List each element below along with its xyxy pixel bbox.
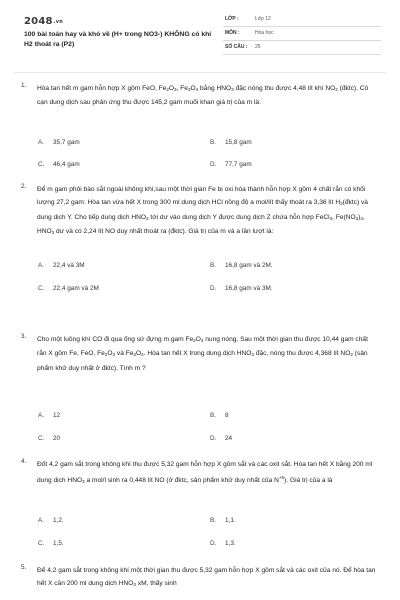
- meta-value: Lớp 12: [255, 16, 271, 22]
- page-header: [0, 0, 400, 72]
- option-letter: D.: [210, 540, 217, 547]
- option-d[interactable]: [210, 435, 232, 442]
- question-number: 2.: [21, 183, 27, 190]
- option-value: 35,7 gam: [53, 139, 80, 146]
- option-value: 20: [53, 435, 61, 442]
- option-letter: A.: [38, 412, 45, 419]
- option-letter: A.: [38, 517, 45, 524]
- question-number: 1.: [21, 82, 27, 89]
- meta-label: SỐ CÂU :: [225, 44, 248, 50]
- option-letter: D.: [210, 161, 217, 168]
- option-b[interactable]: [210, 517, 236, 524]
- option-letter: C.: [38, 285, 45, 292]
- option-value: 16,8 gam và 2M.: [225, 262, 273, 269]
- option-b[interactable]: [210, 262, 273, 269]
- option-letter: C.: [38, 540, 45, 547]
- option-letter: B.: [210, 517, 217, 524]
- option-a[interactable]: [38, 262, 85, 269]
- option-value: 15,8 gam: [225, 139, 252, 146]
- question-number: 5.: [21, 564, 27, 571]
- option-d[interactable]: [210, 161, 252, 168]
- option-b[interactable]: [210, 139, 252, 146]
- question-number: 3.: [21, 333, 27, 340]
- option-letter: A.: [38, 262, 45, 269]
- option-a[interactable]: [38, 139, 80, 146]
- option-letter: B.: [210, 262, 217, 269]
- meta-row-count: [223, 41, 381, 55]
- option-letter: D.: [210, 435, 217, 442]
- meta-row-subject: [223, 27, 381, 41]
- header-divider: [14, 72, 386, 73]
- site-logo[interactable]: [24, 16, 63, 27]
- option-c[interactable]: [38, 161, 80, 168]
- option-b[interactable]: [210, 412, 229, 419]
- question-text: Đốt 4,2 gam sắt trong không khí thu được 5,32 gam hỗn hợp X gồm sắt và các oxit sắt. Hòa tan hết X bằng 200 ml dung dịch $HNO_3$ a mol/l sinh ra 0,448 lít NO (ở đktc, sản phẩm khử duy nhất của $N^{+5}$). Giá trị của a là: [37, 461, 373, 485]
- option-a[interactable]: [38, 412, 60, 419]
- option-d[interactable]: [210, 285, 273, 292]
- option-letter: C.: [38, 435, 45, 442]
- meta-table: [223, 13, 381, 55]
- question-text: Để 4,2 gam sắt trong không khí một thời gian thu được 5,32 gam hỗn hợp X gồm sắt và các oxit của nó. Để hòa tan hết X cần 200 ml dung dịch $HNO_3$ xM, thấy sinh: [37, 567, 376, 588]
- option-value: 1,3.: [225, 540, 236, 547]
- question-text: Hòa tan hết m gam hỗn hợp X gồm FeO, $Fe_2O_3$, $Fe_3O_4$ bằng $HNO_3$ đặc nóng thu được 4,48 lít khí $NO_2$ (đktc). Cô cạn dung dịch sau phản ứng thu được 145,2 gam muối khan giá trị của m là:: [37, 85, 369, 107]
- option-letter: C.: [38, 161, 45, 168]
- option-letter: D.: [210, 285, 217, 292]
- option-d[interactable]: [210, 540, 236, 547]
- option-value: 12: [53, 412, 61, 419]
- option-letter: A.: [38, 139, 45, 146]
- option-value: 16,8 gam và 3M.: [225, 285, 273, 292]
- page-title: 100 bài toán hay và khó về (H+ trong NO3-) KHÔNG có khí H2 thoát ra (P2): [24, 31, 212, 48]
- option-value: 24: [225, 435, 233, 442]
- question-number: 4.: [21, 458, 27, 465]
- logo-text: 2048: [24, 16, 53, 27]
- meta-label: MÔN :: [225, 30, 240, 36]
- meta-label: LỚP :: [225, 16, 239, 22]
- question-text: Để m gam phôi bào sắt ngoài không khí,sau một thời gian Fe bị oxi hóa thành hỗn hợp X gồm 4 chất rắn có khối lượng 27,2 gam: Hòa tan vừa hết X trong 300 ml dung dịch HCl nồng độ a mol/lít thấy thoát ra 3,36 lít $H_2(đktc)$ và dung dịch Y. Cho tiếp dung dịch $HNO_3$ tới dư vào dung dịch Y được dung dịch Z chứa hỗn hợp FeCl$_3$, $Fe(NO_3)_3$, $HNO_3$ dư và có 2,24 lít NO duy nhất thoát ra (đktc). Giá trị của m và a lần lượt là:: [37, 186, 368, 236]
- option-c[interactable]: [38, 285, 99, 292]
- meta-value: Hóa học: [255, 30, 274, 36]
- option-value: 1,1.: [225, 517, 236, 524]
- option-value: 46,4 gam: [53, 161, 80, 168]
- option-letter: B.: [210, 139, 217, 146]
- meta-value: 25: [255, 44, 261, 50]
- option-value: 77,7 gam: [225, 161, 252, 168]
- meta-row-class: [223, 13, 381, 27]
- logo-suffix: .vn: [53, 19, 63, 25]
- option-a[interactable]: [38, 517, 64, 524]
- option-value: 1,5.: [53, 540, 64, 547]
- option-c[interactable]: [38, 435, 60, 442]
- option-value: 22,4 gam và 2M: [53, 285, 99, 292]
- option-value: 8: [225, 412, 229, 419]
- option-c[interactable]: [38, 540, 64, 547]
- option-value: 22,4 và 3M: [53, 262, 85, 269]
- option-value: 1,2.: [53, 517, 64, 524]
- question-text: Cho một luồng khí CO đi qua ống sứ đựng m gam $Fe_2O_3$ nung nóng. Sau một thời gian thu được 10,44 gam chất rắn X gồm Fe, FeO, $Fe_2O_3$ và $Fe_3O_4$. Hòa tan hết X trong dung dịch $HNO_3$ đặc, nóng thu được 4,368 lít $NO_2$ (sản phẩm khử duy nhất ở đktc). Tính m ?: [37, 336, 368, 372]
- option-letter: B.: [210, 412, 217, 419]
